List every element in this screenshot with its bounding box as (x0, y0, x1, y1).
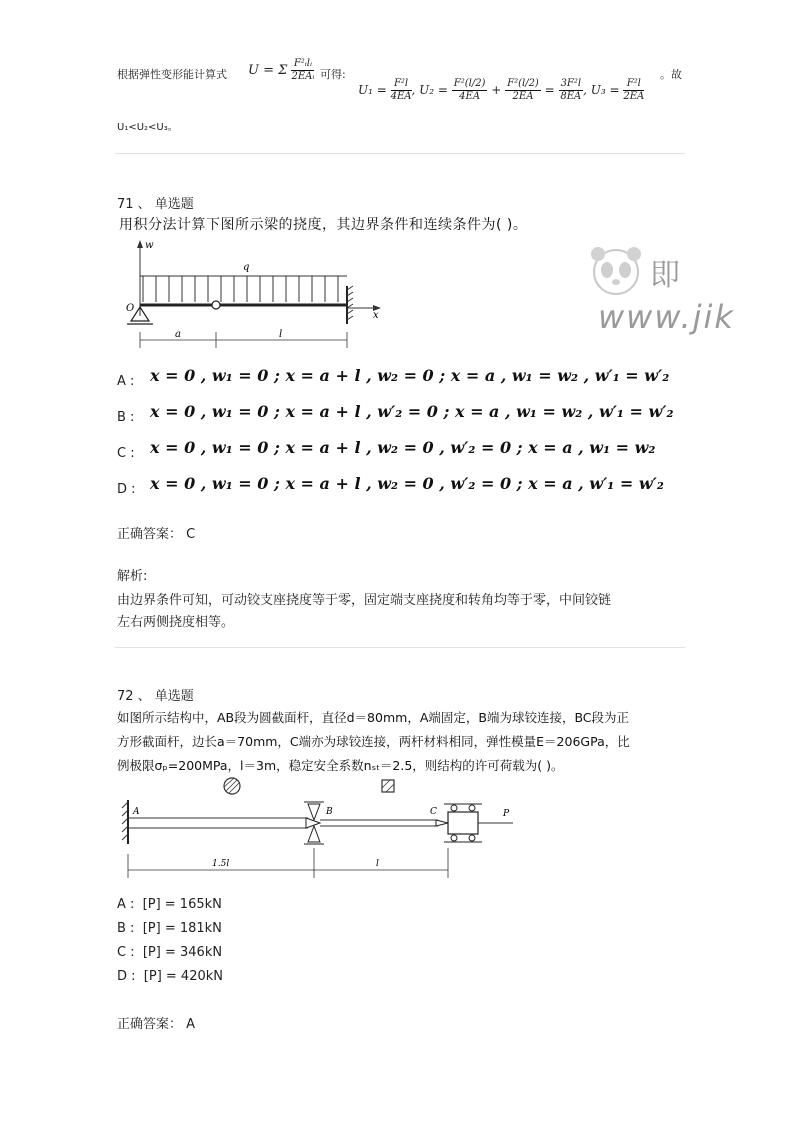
option-b[interactable] (117, 921, 222, 936)
option-a-value: [P] = 165kN (142, 897, 222, 912)
obtain-label: 可得: (320, 68, 346, 81)
question-number: 72 、 单选题 (117, 689, 194, 704)
divider (115, 647, 685, 648)
formula-intro: 根据弹性变形能计算式 (117, 68, 227, 81)
column-figure (118, 774, 518, 884)
svg-text:w: w (145, 240, 154, 251)
option-c-label: C : (117, 945, 135, 960)
option-b-value: [P] = 181kN (142, 921, 222, 936)
analysis-title: 解析: (117, 569, 148, 584)
svg-text:P: P (503, 809, 510, 819)
option-c[interactable] (117, 945, 222, 960)
question-number: 71 、 单选题 (117, 197, 194, 212)
svg-text:a: a (175, 329, 181, 340)
option-d-expr[interactable]: x = 0 , w₁ = 0 ; x = a + l , w₂ = 0 , w′₂ = 0 ; x = a , w′₁ = w′₂ (150, 474, 664, 493)
option-a[interactable] (117, 897, 222, 912)
svg-text:q: q (243, 262, 250, 273)
beam-figure (115, 236, 385, 356)
svg-text:O: O (126, 303, 135, 314)
question-line-1: 如图所示结构中，AB段为圆截面杆，直径d＝80mm，A端固定，B端为球铰连接，BC段为正 (117, 710, 630, 725)
svg-text:x: x (373, 310, 379, 321)
option-b-label: B : (117, 921, 135, 936)
formula-energy: U = Σ $\frac{\text{F²ᵢlᵢ}}{\text{2EAᵢ}}$ (248, 58, 315, 82)
svg-text:C: C (430, 807, 437, 817)
svg-text:B: B (326, 807, 333, 817)
gu-label: 。故 (660, 68, 682, 81)
option-b-expr[interactable]: x = 0 , w₁ = 0 ; x = a + l , w′₂ = 0 ; x = a , w₁ = w₂ , w′₁ = w′₂ (150, 402, 674, 421)
option-a-label[interactable]: A : (117, 374, 135, 389)
panda-watermark-icon (586, 240, 648, 300)
divider (115, 153, 685, 154)
option-c-value: [P] = 346kN (142, 945, 223, 960)
svg-text:A: A (133, 807, 140, 817)
option-c-label[interactable]: C : (117, 446, 135, 461)
analysis-line-1: 由边界条件可知，可动铰支座挠度等于零，固定端支座挠度和转角均等于零，中间铰链 (117, 593, 612, 608)
svg-text:1.5l: 1.5l (212, 859, 230, 869)
correct-answer: 正确答案： A (117, 1017, 196, 1032)
option-b-label[interactable]: B : (117, 410, 135, 425)
correct-answer: 正确答案： C (117, 527, 196, 542)
option-d-label: D : (117, 969, 136, 984)
option-d-value: [P] = 420kN (143, 969, 224, 984)
question-line-2: 方形截面杆，边长a＝70mm，C端亦为球铰连接，两杆材料相同，弹性模量E＝206GPa，比 (117, 734, 630, 749)
option-a-expr[interactable]: x = 0 , w₁ = 0 ; x = a + l , w₂ = 0 ; x = a , w₁ = w₂ , w′₁ = w′₂ (150, 366, 670, 385)
svg-text:l: l (376, 859, 379, 869)
watermark-text: 即 (650, 258, 680, 293)
option-d-label[interactable]: D : (117, 482, 136, 497)
svg-text:l: l (279, 329, 283, 340)
option-a-label: A : (117, 897, 135, 912)
question-text: 用积分法计算下图所示梁的挠度，其边界条件和连续条件为( )。 (119, 217, 528, 233)
question-line-3: 例极限σₚ=200MPa，l＝3m，稳定安全系数nₛₜ＝2.5，则结构的许可荷载为( )。 (117, 758, 564, 773)
conclusion: U₁<U₂<U₃。 (117, 122, 178, 133)
analysis-line-2: 左右两侧挠度相等。 (117, 615, 235, 630)
option-d[interactable] (117, 969, 223, 984)
option-c-expr[interactable]: x = 0 , w₁ = 0 ; x = a + l , w₂ = 0 , w′₂ = 0 ; x = a , w₁ = w₂ (150, 438, 656, 457)
watermark-url: www.jik (598, 298, 735, 336)
energy-results: U₁ = $\frac{\text{F²l}}{4EA}$ , U₂ = $\frac{\text{F²(l/2)}}{4EA}$ + $\frac{\text{F²(l/2)}}{2EA}$ = $\frac{\text{3F²l}}{8EA}$ , U₃ = $\frac{\text{F²l}}{2EA}$ (358, 78, 645, 102)
